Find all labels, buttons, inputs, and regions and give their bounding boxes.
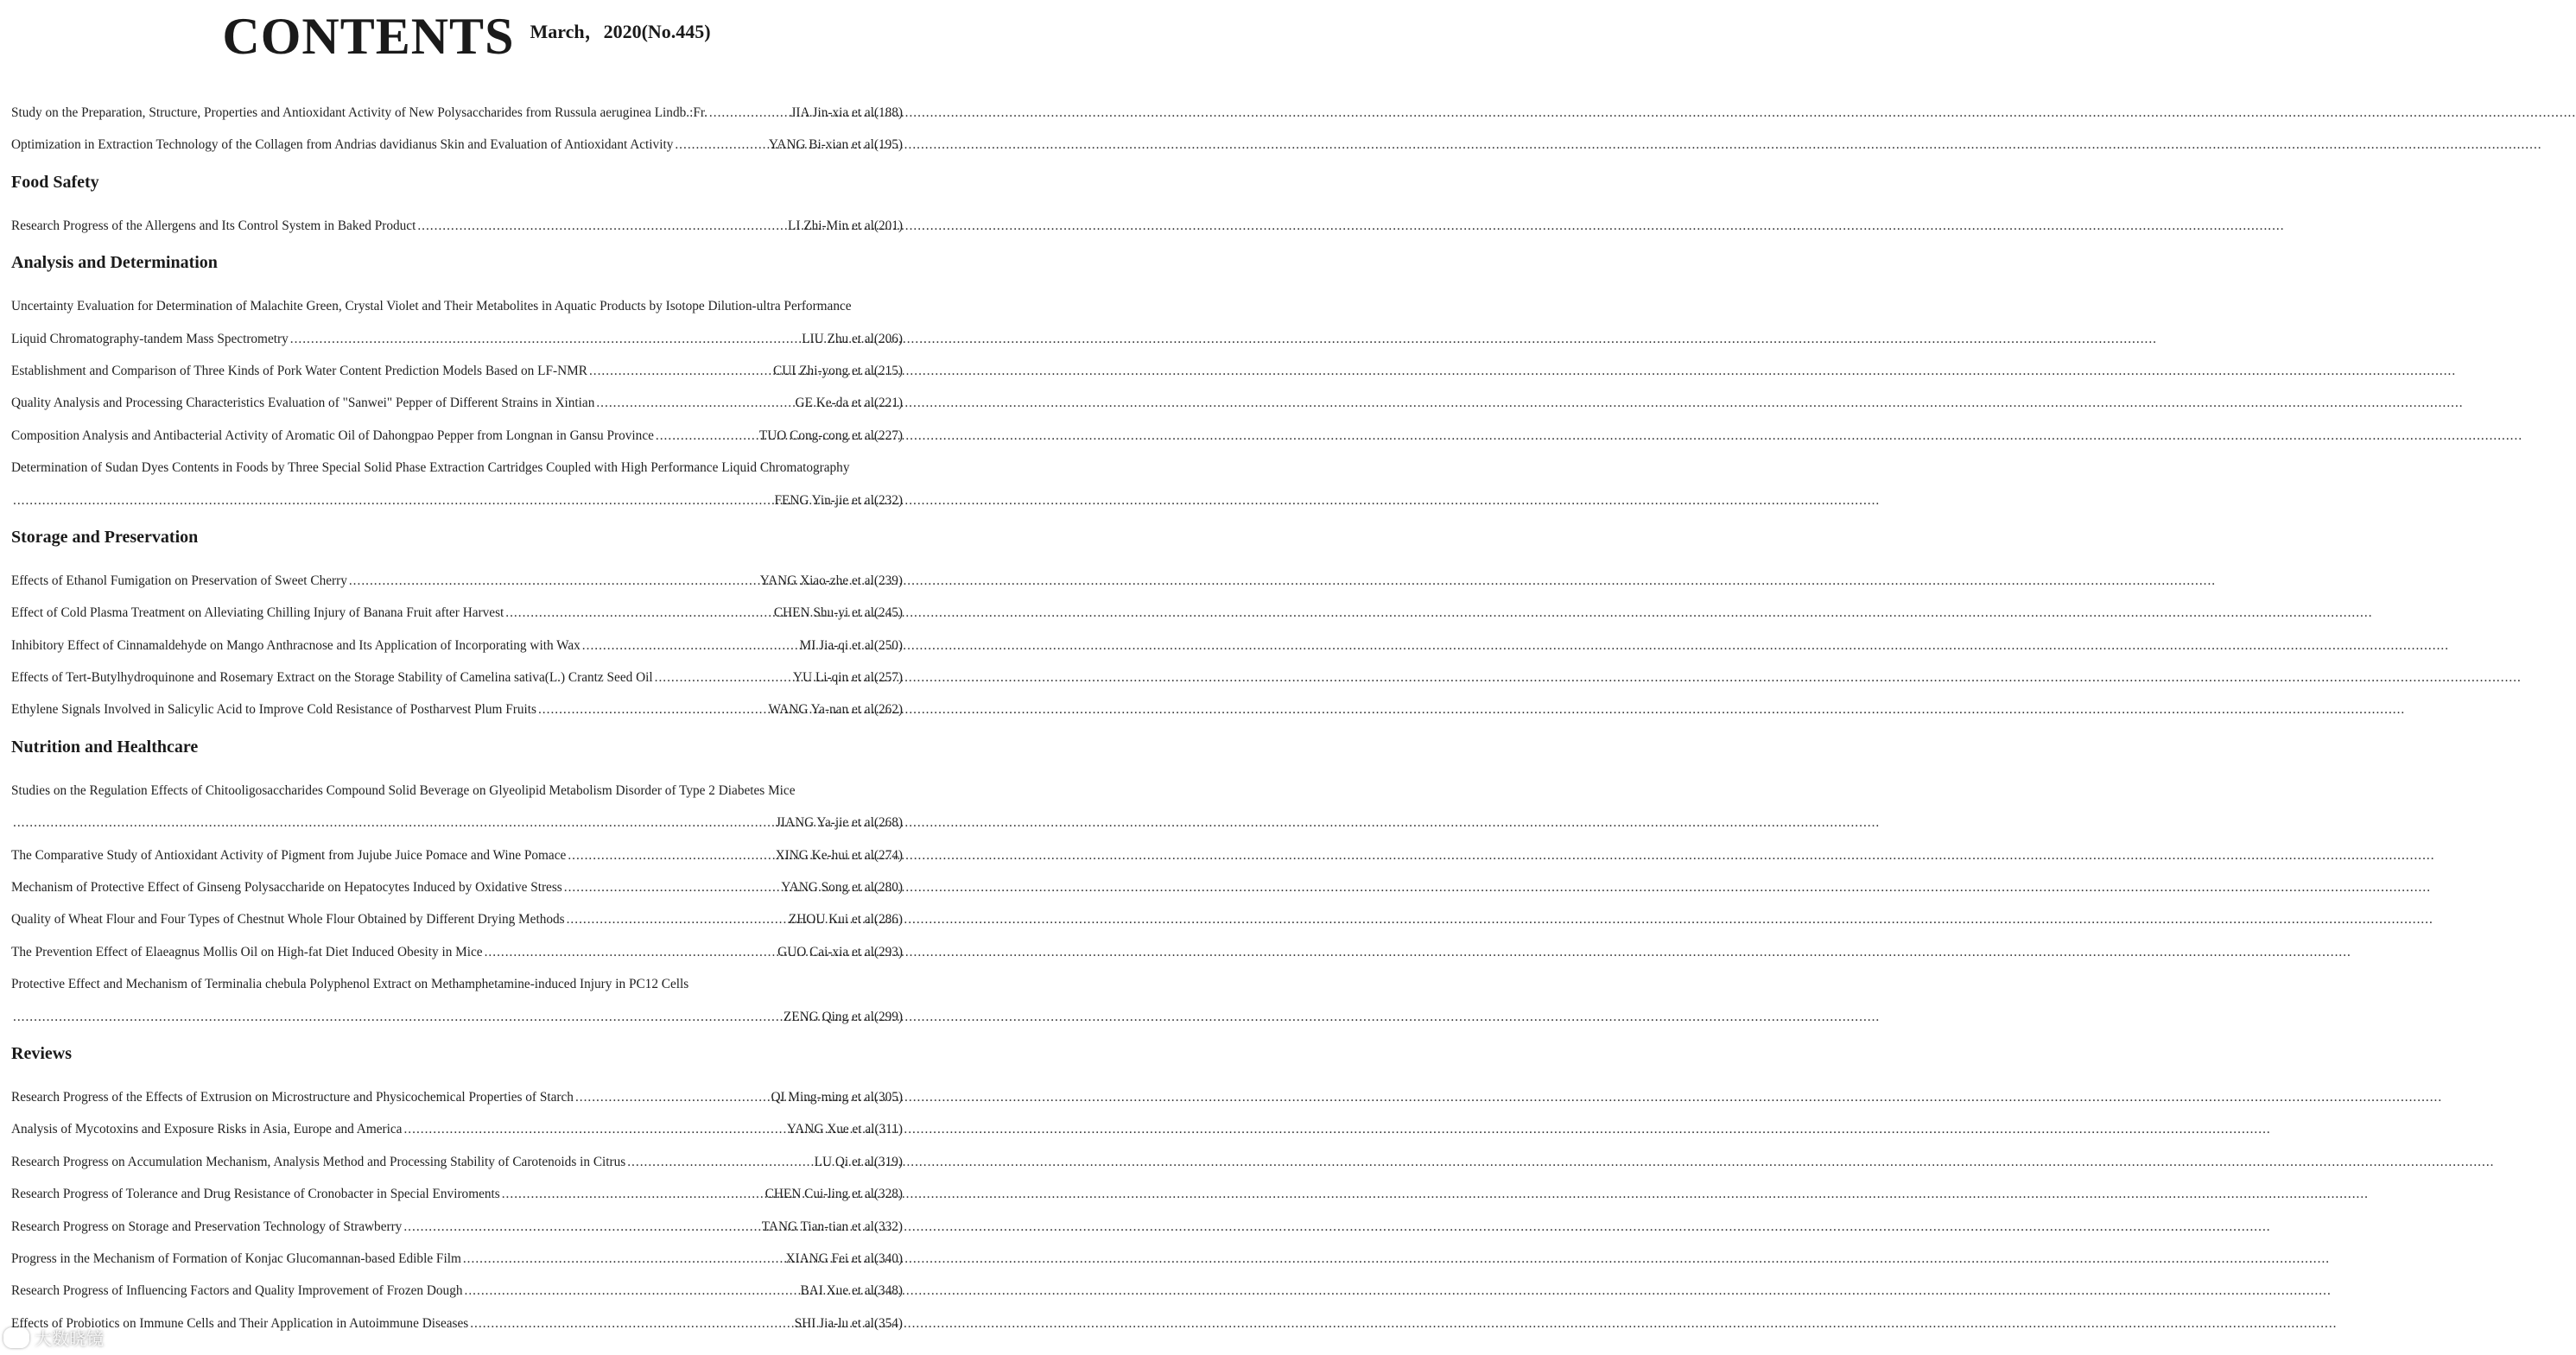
toc-entry[interactable] (11, 597, 903, 629)
entry-page: (319) (873, 1154, 903, 1169)
toc-entry[interactable] (11, 693, 903, 725)
dot-leader (417, 210, 786, 242)
dot-leader (596, 387, 793, 419)
dot-leader (465, 1275, 799, 1307)
entry-page: (195) (873, 137, 903, 153)
table-of-contents (11, 97, 903, 1339)
dot-leader (575, 1081, 770, 1113)
toc-entry[interactable] (11, 1113, 903, 1145)
entry-page: (245) (873, 605, 903, 621)
toc-entry[interactable] (11, 1081, 903, 1113)
toc-entry[interactable] (11, 1178, 903, 1210)
entry-author: JIANG Ya-jie et al (775, 815, 874, 831)
entry-author: SHI Jia-lu et al (794, 1315, 874, 1331)
entry-page: (305) (873, 1089, 903, 1105)
entry-author: MI Jia-qi et al (799, 637, 874, 653)
dot-leader (538, 693, 767, 725)
entry-author: GUO Cai-xia et al (777, 944, 874, 959)
entry-author: LI Zhi-Min et al (788, 218, 874, 233)
toc-entry[interactable] (11, 871, 903, 903)
toc-entry[interactable] (11, 1243, 903, 1275)
entry-page: (268) (873, 815, 903, 831)
entry-page: (274) (873, 847, 903, 863)
section-heading-nutrition: Nutrition and Healthcare (11, 737, 199, 757)
entry-title: Progress in the Mechanism of Formation of Konjac Glucomannan-based Edible Film (11, 1251, 461, 1266)
entry-title-line1: Determination of Sudan Dyes Contents in Foods by Three Special Solid Phase Extraction Cartridges Coupled with High Performance Liquid Chromatography (11, 460, 850, 476)
entry-title: Research Progress of the Allergens and Its Control System in Baked Product (11, 218, 416, 233)
entry-author: XING Ke-hui et al (775, 847, 874, 863)
entry-author: BAI Xue et al (800, 1283, 874, 1299)
dot-leader (349, 565, 758, 597)
dot-leader (564, 871, 780, 903)
entry-title: Optimization in Extraction Technology of the Collagen from Andrias davidianus Skin and Evaluation of Antioxidant Activity (11, 137, 674, 153)
entry-page: (201) (873, 218, 903, 233)
watermark-text: 大数晓镜 (35, 1328, 104, 1349)
entry-title-line1: Uncertainty Evaluation for Determination of Malachite Green, Crystal Violet and Their Metabolites in Aquatic Products by Isotope Dilution-ultra Performance (11, 299, 852, 314)
dot-leader (505, 597, 772, 629)
entry-author: CUI Zhi-yong et al (773, 363, 874, 378)
entry-author: TUO Cong-cong et al (758, 427, 874, 443)
entry-page: (239) (873, 573, 903, 588)
entry-title-line1: Protective Effect and Mechanism of Terminalia chebula Polyphenol Extract on Methamphetamine-induced Injury in PC12 Cells (11, 977, 689, 992)
dot-leader (485, 936, 777, 968)
entry-title: Establishment and Comparison of Three Kinds of Pork Water Content Prediction Models Based on LF-NMR (11, 363, 587, 378)
entry-author: LIU Zhu et al (802, 331, 874, 346)
dot-leader (13, 484, 772, 516)
dot-leader (13, 807, 774, 839)
toc-entry[interactable] (11, 387, 903, 419)
entry-title: The Prevention Effect of Elaeagnus Mollis Oil on High-fat Diet Induced Obesity in Mice (11, 944, 483, 959)
entry-page: (250) (873, 637, 903, 653)
entry-author: QI Ming-ming et al (771, 1089, 874, 1105)
toc-entry[interactable] (11, 1146, 903, 1178)
dot-leader (502, 1178, 764, 1210)
entry-title: Research Progress of Tolerance and Drug Resistance of Cronobacter in Special Enviroments (11, 1187, 500, 1202)
dot-leader (463, 1243, 784, 1275)
section-heading-reviews: Reviews (11, 1043, 72, 1063)
entry-author: LU Qi et al (814, 1154, 874, 1169)
entry-author: YANG Xue et al (786, 1122, 875, 1137)
entry-title: Composition Analysis and Antibacterial Activity of Aromatic Oil of Dahongpao Pepper from Longnan in Gansu Province (11, 427, 654, 443)
dot-leader (568, 839, 773, 871)
entry-author: CHEN Cui-ling et al (765, 1187, 874, 1202)
toc-entry[interactable] (11, 1211, 903, 1243)
entry-title: The Comparative Study of Antioxidant Activity of Pigment from Jujube Juice Pomace and Wine Pomace (11, 847, 567, 863)
entry-page: (286) (873, 912, 903, 928)
entry-page: (232) (873, 492, 903, 508)
entry-title: Analysis of Mycotoxins and Exposure Risks in Asia, Europe and America (11, 1122, 403, 1137)
entry-page: (354) (873, 1315, 903, 1331)
dot-leader (627, 1146, 812, 1178)
entry-title: Liquid Chromatography-tandem Mass Spectrometry (11, 331, 289, 346)
entry-author: YANG Bi-xian et al (768, 137, 874, 153)
entry-page: (215) (873, 363, 903, 378)
toc-entry[interactable] (11, 420, 903, 452)
entry-author: JIA Jin-xia et al (790, 105, 874, 120)
entry-author: YANG Xiao-zhe et al (759, 573, 874, 588)
entry-author: TANG Tian-tian et al (761, 1219, 874, 1234)
entry-title: Effects of Probiotics on Immune Cells and Their Application in Autoimmune Diseases (11, 1315, 469, 1331)
entry-page: (262) (873, 702, 903, 718)
section-heading-storage: Storage and Preservation (11, 527, 199, 547)
entry-author: GE Ke-da et al (795, 396, 874, 411)
entry-title: Research Progress on Accumulation Mechanism, Analysis Method and Processing Stability of Carotenoids in Citrus (11, 1154, 626, 1169)
entry-page: (348) (873, 1283, 903, 1299)
entry-title: Ethylene Signals Involved in Salicylic Acid to Improve Cold Resistance of Postharvest Plum Fruits (11, 702, 536, 718)
dot-leader (656, 420, 758, 452)
entry-title: Research Progress of Influencing Factors and Quality Improvement of Frozen Dough (11, 1283, 463, 1299)
entry-page: (299) (873, 1009, 903, 1024)
dot-leader (567, 903, 787, 935)
toc-entry[interactable] (11, 839, 903, 871)
entry-page: (280) (873, 880, 903, 896)
toc-entry[interactable] (11, 210, 903, 242)
entry-title: Inhibitory Effect of Cinnamaldehyde on Mango Anthracnose and Its Application of Incorporating with Wax (11, 637, 581, 653)
toc-entry[interactable] (11, 630, 903, 662)
toc-entry[interactable] (11, 1275, 903, 1307)
toc-entry[interactable] (11, 775, 903, 839)
toc-entry[interactable] (11, 968, 903, 1033)
entry-page: (340) (873, 1251, 903, 1266)
section-heading-food-safety: Food Safety (11, 172, 99, 192)
toc-entry[interactable] (11, 662, 903, 693)
entry-author: YANG Song et al (781, 880, 874, 896)
entry-title: Research Progress on Storage and Preservation Technology of Strawberry (11, 1219, 403, 1234)
entry-title-line1: Studies on the Regulation Effects of Chitooligosaccharides Compound Solid Beverage on Glyeolipid Metabolism Disorder of Type 2 Diabetes Mice (11, 782, 796, 798)
dot-leader (290, 323, 800, 355)
entry-title: Effect of Cold Plasma Treatment on Alleviating Chilling Injury of Banana Fruit after Harvest (11, 605, 504, 621)
dot-leader (709, 97, 790, 129)
entry-author: ZENG Qing et al (783, 1009, 874, 1024)
toc-entry[interactable] (11, 936, 903, 968)
entry-page: (293) (873, 944, 903, 959)
entry-author: CHEN Shu-yi et al (773, 605, 874, 621)
entry-page: (311) (874, 1122, 903, 1137)
entry-page: (227) (873, 427, 903, 443)
dot-leader (403, 1211, 759, 1243)
toc-entry[interactable] (11, 129, 903, 161)
dot-leader (589, 355, 771, 387)
toc-entry[interactable] (11, 355, 903, 387)
entry-page: (257) (873, 670, 903, 686)
entry-page: (221) (873, 396, 903, 411)
dot-leader (675, 129, 767, 161)
toc-entry[interactable] (11, 290, 903, 355)
entry-author: XIANG Fei et al (785, 1251, 874, 1266)
masthead (0, 7, 933, 67)
entry-page: (188) (873, 105, 903, 120)
entry-title: Study on the Preparation, Structure, Properties and Antioxidant Activity of New Polysaccharides from Russula aeruginea Lindb.:Fr. (11, 105, 707, 120)
entry-author: FENG Yin-jie et al (774, 492, 874, 508)
contents-page (0, 0, 933, 1355)
entry-page: (332) (873, 1219, 903, 1234)
entry-page: (328) (873, 1187, 903, 1202)
entry-title: Mechanism of Protective Effect of Ginseng Polysaccharide on Hepatocytes Induced by Oxidative Stress (11, 880, 562, 896)
entry-title: Quality of Wheat Flour and Four Types of Chestnut Whole Flour Obtained by Different Drying Methods (11, 912, 565, 928)
toc-entry[interactable] (11, 97, 903, 129)
entry-page: (206) (873, 331, 903, 346)
entry-title: Quality Analysis and Processing Characteristics Evaluation of "Sanwei" Pepper of Different Strains in Xintian (11, 396, 595, 411)
entry-author: ZHOU Kui et al (788, 912, 874, 928)
dot-leader (470, 1308, 792, 1339)
dot-leader (582, 630, 798, 662)
dot-leader (13, 1001, 782, 1033)
page-title: CONTENTS (222, 8, 515, 65)
dot-leader (655, 662, 791, 693)
entry-title: Effects of Ethanol Fumigation on Preservation of Sweet Cherry (11, 573, 347, 588)
section-heading-analysis: Analysis and Determination (11, 253, 218, 273)
toc-entry[interactable] (11, 903, 903, 935)
toc-entry[interactable] (11, 565, 903, 597)
entry-author: WANG Ya-nan et al (768, 702, 874, 718)
entry-title: Effects of Tert-Butylhydroquinone and Rosemary Extract on the Storage Stability of Camelina sativa(L.) Crantz Seed Oil (11, 670, 653, 686)
entry-author: YU Li-qin et al (792, 670, 874, 686)
entry-title: Research Progress of the Effects of Extrusion on Microstructure and Physicochemical Properties of Starch (11, 1089, 574, 1105)
toc-entry[interactable] (11, 452, 903, 516)
dot-leader (403, 1113, 784, 1145)
toc-entry[interactable] (11, 1308, 903, 1339)
issue-date: March，2020(No.445) (530, 21, 711, 42)
